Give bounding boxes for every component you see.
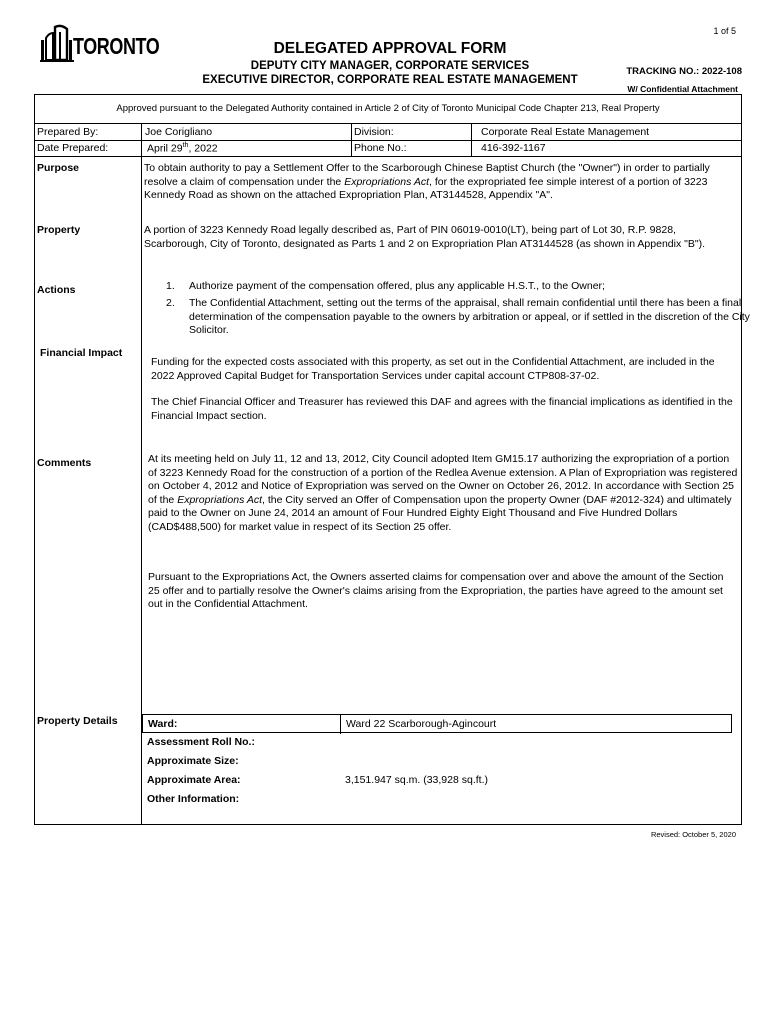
property-label: Property [37,224,81,236]
city-hall-icon [40,23,74,63]
logo-wordmark: TORONTO [73,33,160,59]
purpose-text: To obtain authority to pay a Settlement Offer to the Scarborough Chinese Baptist Church (the "Owner") in order to partially resolve a claim of compensation under the Expropriations Act, for the expropriated fee simple interest of a portion of 3223 Kennedy Road as shown on the attached Expropriation Plan, AT3144528, Appendix "A". [144,162,710,201]
phone-value: 416-392-1167 [481,142,546,154]
phone-label: Phone No.: [354,142,407,154]
action-item: 1. Authorize payment of the compensation offered, plus any applicable H.S.T., to the Owner; [166,280,605,292]
subtitle-exec-director: EXECUTIVE DIRECTOR, CORPORATE REAL ESTATE MANAGEMENT [202,74,578,86]
actions-label: Actions [37,284,76,296]
prepared-by-value: Joe Corigliano [145,126,213,138]
confidential-note: W/ Confidential Attachment [627,84,738,94]
prepared-by-label: Prepared By: [37,126,99,138]
revised-date: Revised: October 5, 2020 [650,830,736,839]
financial-impact-p2: The Chief Financial Officer and Treasurer has reviewed this DAF and agrees with the financial implications as identified in the Financial Impact section. [151,396,733,422]
date-prepared-value: April 29th, 2022 [147,142,218,155]
form-title: DELEGATED APPROVAL FORM [273,40,507,57]
table-row: Other Information: [147,793,240,805]
column-divider [471,123,472,156]
table-row: Approximate Area: 3,151.947 sq.m. (33,928 sq.ft.) [147,774,489,786]
table-row: Ward: Ward 22 Scarborough-Agincourt [142,714,732,733]
page-number: 1 of 5 [713,26,736,36]
division-value: Corporate Real Estate Management [481,126,650,138]
financial-impact-p1: Funding for the expected costs associated with this property, as set out in the Confidential Attachment, are included in the 2022 Approved Capital Budget for Transportation Services under capital account CTP808-37-02. [151,356,715,382]
tracking-number: TRACKING NO.: 2022-108 [626,66,742,77]
column-divider [351,123,352,156]
comments-p1: At its meeting held on July 11, 12 and 13, 2012, City Council adopted Item GM15.17 authorizing the expropriation of a portion of 3223 Kennedy Road for the construction of a portion of the Redlea Avenue extension. A Plan of Expropriation was registered on October 4, 2012 and Notice of Expropriation was served on the Owner on October 26, 2012. In accordance with Section 25 of the Expropriations Act, the City served an Offer of Compensation upon the property Owner (DAF #2012-324) and ultimately paid to the Owner on June 24, 2014 an amount of Four Hundred Eighty Eight Thousand and Five Hundred Dollars (CAD$488,500) for market value in respect of its Section 25 offer. [148,453,738,533]
property-text: A portion of 3223 Kennedy Road legally described as, Part of PIN 06019-0010(LT), being part of Lot 30, R.P. 9828, Scarborough, City of Toronto, designated as Parts 1 and 2 on Expropriation Plan AT3144528 (as shown in Appendix "B"). [144,224,705,250]
date-prepared-label: Date Prepared: [37,142,109,154]
table-row: Approximate Size: [147,755,239,767]
comments-label: Comments [37,457,92,469]
property-details-table [142,714,732,809]
toronto-logo [40,23,175,65]
subtitle-dcm: DEPUTY CITY MANAGER, CORPORATE SERVICES [250,60,530,72]
table-row: Assessment Roll No.: [147,736,255,748]
approved-text: Approved pursuant to the Delegated Authority contained in Article 2 of City of Toronto Municipal Code Chapter 213, Real Property [116,103,660,114]
action-item: 2. The Confidential Attachment, setting out the terms of the appraisal, shall remain confidential until there has been a final determination of the compensation payable to the owners by arbitration or appeal, or if settled in the discretion of the City Solicitor. [166,297,750,336]
division-label: Division: [354,126,394,138]
purpose-label: Purpose [37,162,80,174]
property-details-label: Property Details [37,715,118,727]
financial-impact-label: Financial Impact [40,347,123,359]
comments-p2: Pursuant to the Expropriations Act, the Owners asserted claims for compensation over and above the amount of the Section 25 offer and to partially resolve the Owner's claims arising from the Expropriation, the parties have agreed to the amount set out in the Confidential Attachment. [148,571,724,610]
